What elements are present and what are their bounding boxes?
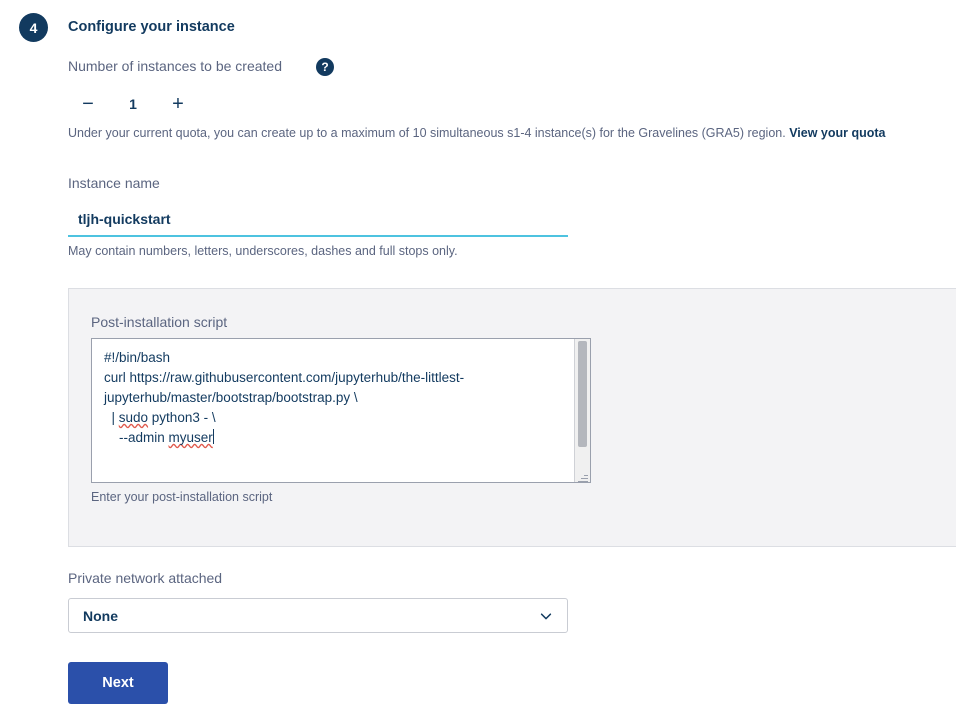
quota-text: [68, 126, 886, 140]
post-installation-hint: Enter your post-installation script: [91, 490, 273, 504]
decrement-button[interactable]: −: [82, 93, 94, 115]
instance-name-label: Instance name: [68, 175, 160, 191]
question-mark-icon[interactable]: ?: [316, 58, 334, 76]
chevron-down-icon: [539, 609, 553, 623]
instance-count-stepper[interactable]: [68, 92, 228, 116]
quota-description: Under your current quota, you can create up to a maximum of 10 simultaneous s1-4 instance(s) for the Gravelines (GRA5) region.: [68, 126, 786, 140]
private-network-label: Private network attached: [68, 570, 223, 586]
script-line-2: curl https://raw.githubusercontent.com/jupyterhub/the-littlest-: [104, 370, 465, 385]
post-installation-panel: [68, 288, 956, 547]
post-installation-title: Post-installation script: [91, 314, 228, 330]
page-title: Configure your instance: [68, 19, 235, 35]
script-line-1: #!/bin/bash: [104, 350, 171, 365]
instance-name-hint: May contain numbers, letters, underscores, dashes and full stops only.: [68, 244, 458, 258]
script-line-3: jupyterhub/master/bootstrap/bootstrap.py \: [104, 390, 358, 405]
script-scrollbar-thumb[interactable]: [578, 341, 587, 447]
script-scrollbar[interactable]: [574, 339, 590, 482]
private-network-select[interactable]: [68, 598, 568, 633]
instance-count-value[interactable]: 1: [129, 96, 137, 112]
script-line-5: --admin myuser: [104, 430, 213, 445]
instances-count-label: Number of instances to be created: [68, 58, 283, 74]
increment-button[interactable]: +: [172, 93, 184, 115]
script-line-4: | sudo python3 - \: [104, 410, 216, 425]
view-quota-link[interactable]: View your quota: [789, 126, 886, 140]
post-installation-script-input[interactable]: [91, 338, 591, 483]
next-button[interactable]: Next: [68, 662, 168, 704]
step-number-badge: 4: [19, 13, 48, 42]
private-network-selected-value: None: [83, 607, 118, 624]
instance-name-input[interactable]: [68, 203, 568, 237]
